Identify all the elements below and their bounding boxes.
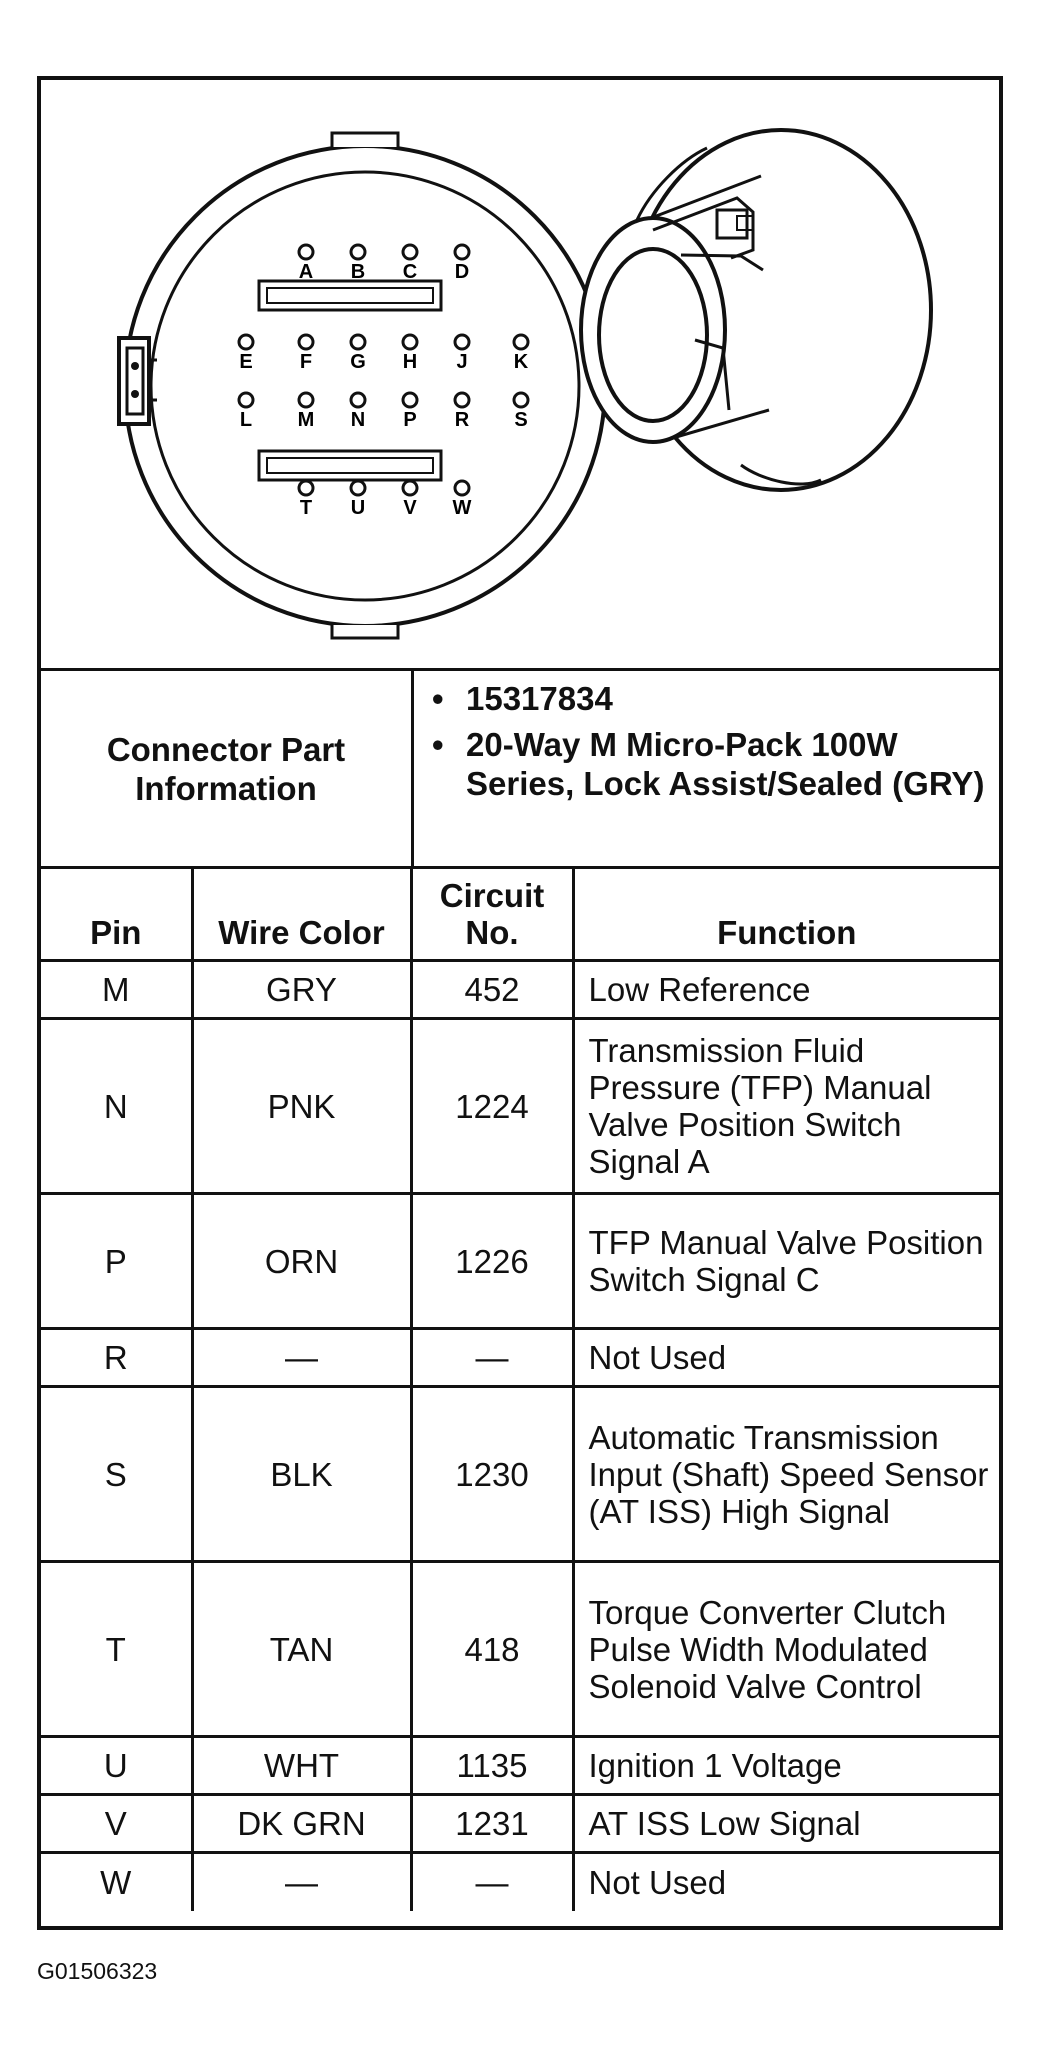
connector-pin xyxy=(239,393,253,431)
part-description: 20-Way M Micro-Pack 100W Series, Lock Assist/Sealed (GRY) xyxy=(466,726,985,802)
pin-hole-icon xyxy=(351,481,365,495)
connector-face xyxy=(119,133,605,638)
wire-color-cell: — xyxy=(192,1329,411,1387)
circuit-no-cell: — xyxy=(411,1853,573,1911)
wire-color-cell: — xyxy=(192,1853,411,1911)
pin-label: J xyxy=(456,351,468,373)
pin-hole-icon xyxy=(239,335,253,349)
pin-hole-icon xyxy=(239,393,253,407)
pin-label: G xyxy=(350,351,366,373)
table-row xyxy=(41,1795,999,1853)
header-function: Function xyxy=(573,869,999,961)
pin-hole-icon xyxy=(351,335,365,349)
connector-diagram xyxy=(41,80,999,671)
pin-label: S xyxy=(514,409,528,431)
pin-table-header-row xyxy=(41,869,999,961)
pin-label: F xyxy=(299,351,313,373)
pin-label: B xyxy=(350,261,366,283)
pin-hole-icon xyxy=(403,393,417,407)
connector-pin xyxy=(455,335,469,373)
connector-sheet xyxy=(37,76,1003,1930)
circuit-no-cell: 1135 xyxy=(411,1737,573,1795)
wire-color-cell: WHT xyxy=(192,1737,411,1795)
circuit-no-cell: — xyxy=(411,1329,573,1387)
circuit-no-cell: 452 xyxy=(411,961,573,1019)
pin-label: M xyxy=(297,409,315,431)
pin-hole-icon xyxy=(514,393,528,407)
wire-color-cell: PNK xyxy=(192,1019,411,1194)
function-cell: Not Used xyxy=(573,1853,999,1911)
pin-hole-icon xyxy=(351,393,365,407)
connector-pin xyxy=(453,481,472,519)
connector-pin xyxy=(351,245,365,283)
bullet-icon: • xyxy=(432,726,444,763)
connector-pin xyxy=(239,335,253,373)
table-row xyxy=(41,1562,999,1737)
table-row xyxy=(41,1194,999,1329)
pin-label: D xyxy=(454,261,470,283)
pin-cell: S xyxy=(41,1387,192,1562)
bullet-icon: • xyxy=(432,680,444,717)
wire-color-cell: DK GRN xyxy=(192,1795,411,1853)
pin-hole-icon xyxy=(403,335,417,349)
connector-pin xyxy=(514,335,529,373)
figure-id: G01506323 xyxy=(37,1958,158,1984)
pin-label: T xyxy=(299,497,313,519)
table-row xyxy=(41,1019,999,1194)
table-row xyxy=(41,1329,999,1387)
connector-part-information xyxy=(41,671,999,869)
table-row xyxy=(41,1387,999,1562)
pin-label: K xyxy=(513,351,529,373)
connector-pin xyxy=(351,393,365,431)
connector-pin xyxy=(403,335,417,373)
pin-hole-icon xyxy=(299,245,313,259)
circuit-no-cell: 1226 xyxy=(411,1194,573,1329)
function-cell: Automatic Transmission Input (Shaft) Speed Sensor (AT ISS) High Signal xyxy=(573,1387,999,1562)
connector-pin xyxy=(350,335,366,373)
pin-cell: N xyxy=(41,1019,192,1194)
connector-pin xyxy=(403,481,417,519)
pin-label: R xyxy=(454,409,470,431)
pin-hole-icon xyxy=(403,245,417,259)
part-info-values xyxy=(414,671,999,866)
pin-hole-icon xyxy=(455,335,469,349)
connector-pin xyxy=(403,393,417,431)
pin-cell: R xyxy=(41,1329,192,1387)
table-row xyxy=(41,961,999,1019)
pin-table xyxy=(41,869,999,1911)
pin-hole-icon xyxy=(403,481,417,495)
connector-pin xyxy=(299,335,313,373)
connector-pin xyxy=(455,393,470,431)
function-cell: Low Reference xyxy=(573,961,999,1019)
circuit-no-cell: 1224 xyxy=(411,1019,573,1194)
connector-pin xyxy=(455,245,469,283)
function-cell: Ignition 1 Voltage xyxy=(573,1737,999,1795)
connector-pin xyxy=(403,245,417,283)
part-info-label: Connector Part Information xyxy=(41,671,414,866)
connector-pin xyxy=(351,481,365,519)
function-cell: Transmission Fluid Pressure (TFP) Manual Valve Position Switch Signal A xyxy=(573,1019,999,1194)
pin-label: N xyxy=(350,409,366,431)
pin-cell: U xyxy=(41,1737,192,1795)
pin-hole-icon xyxy=(455,481,469,495)
connector-pin xyxy=(298,393,315,431)
pin-label: L xyxy=(239,409,253,431)
pin-cell: P xyxy=(41,1194,192,1329)
header-wire-color: Wire Color xyxy=(192,869,411,961)
wire-color-cell: BLK xyxy=(192,1387,411,1562)
wire-color-cell: TAN xyxy=(192,1562,411,1737)
function-cell: Not Used xyxy=(573,1329,999,1387)
pin-hole-icon xyxy=(514,335,528,349)
circuit-no-cell: 1231 xyxy=(411,1795,573,1853)
pin-hole-icon xyxy=(351,245,365,259)
circuit-no-cell: 418 xyxy=(411,1562,573,1737)
pin-label: P xyxy=(403,409,417,431)
header-pin: Pin xyxy=(41,869,192,961)
pin-cell: W xyxy=(41,1853,192,1911)
circuit-no-cell: 1230 xyxy=(411,1387,573,1562)
wire-color-cell: ORN xyxy=(192,1194,411,1329)
part-info-item xyxy=(432,725,993,803)
connector-pin xyxy=(299,481,313,519)
pin-label: U xyxy=(350,497,366,519)
pin-label: W xyxy=(452,497,472,519)
function-cell: AT ISS Low Signal xyxy=(573,1795,999,1853)
part-number: 15317834 xyxy=(466,680,613,717)
pin-hole-icon xyxy=(455,245,469,259)
connector-face-illustration xyxy=(41,80,999,668)
pin-hole-icon xyxy=(299,393,313,407)
pin-hole-icon xyxy=(299,481,313,495)
connector-pin xyxy=(514,393,528,431)
pin-label: E xyxy=(239,351,253,373)
pin-label: V xyxy=(403,497,417,519)
part-info-item xyxy=(432,679,993,718)
table-row xyxy=(41,1853,999,1911)
connector-pin xyxy=(299,245,313,283)
pin-cell: T xyxy=(41,1562,192,1737)
pin-hole-icon xyxy=(299,335,313,349)
pin-layer xyxy=(239,245,529,519)
pin-hole-icon xyxy=(455,393,469,407)
function-cell: Torque Converter Clutch Pulse Width Modulated Solenoid Valve Control xyxy=(573,1562,999,1737)
pin-label: A xyxy=(298,261,314,283)
wire-color-cell: GRY xyxy=(192,961,411,1019)
pin-label: H xyxy=(402,351,418,373)
connector-body-illustration xyxy=(581,130,931,490)
function-cell: TFP Manual Valve Position Switch Signal C xyxy=(573,1194,999,1329)
pin-cell: M xyxy=(41,961,192,1019)
header-circuit-no: Circuit No. xyxy=(411,869,573,961)
pin-label: C xyxy=(402,261,418,283)
table-row xyxy=(41,1737,999,1795)
pin-cell: V xyxy=(41,1795,192,1853)
